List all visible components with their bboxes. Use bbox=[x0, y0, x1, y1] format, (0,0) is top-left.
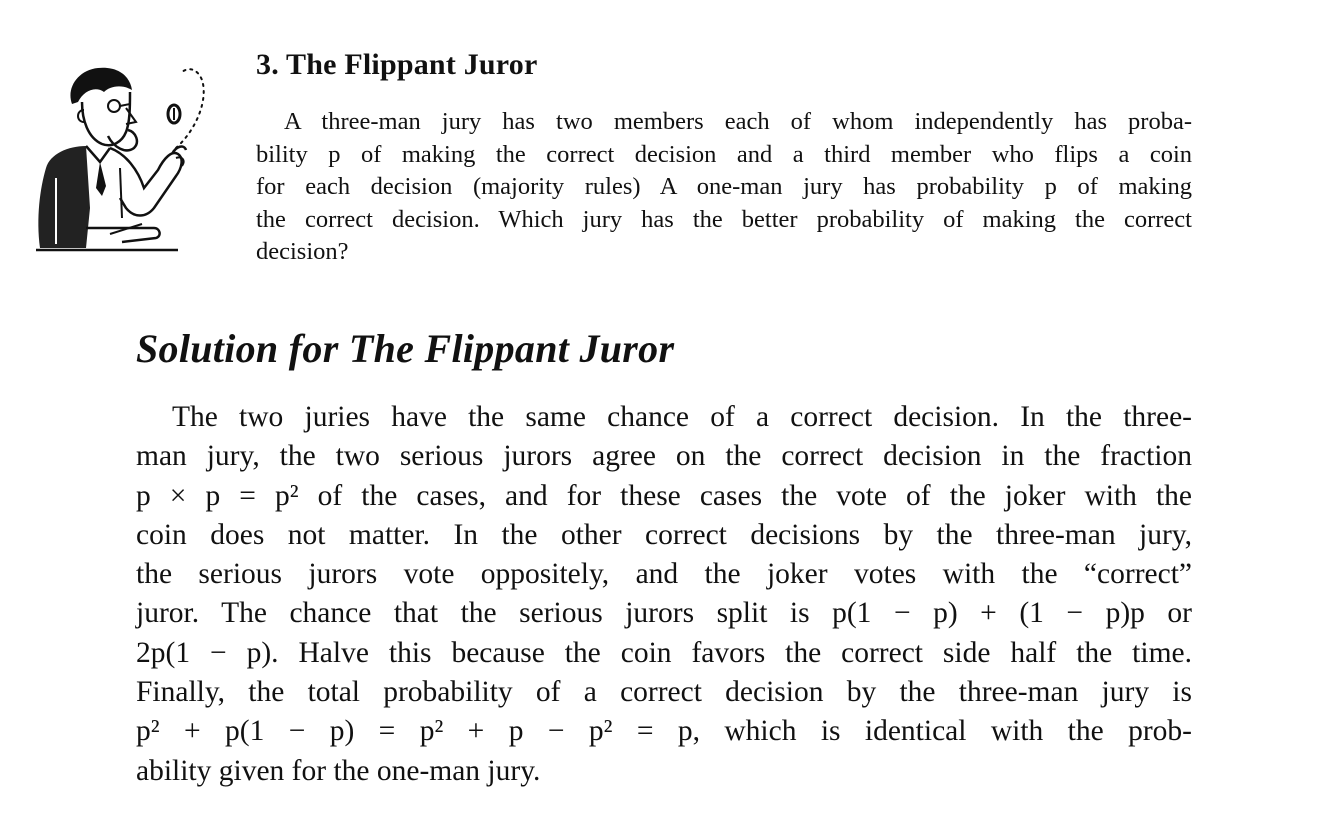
solution-body bbox=[136, 398, 1192, 791]
solution-line: ability given for the one-man jury. bbox=[136, 754, 541, 787]
solution-line: The two juries have the same chance of a correct decision. In the three- bbox=[172, 401, 1192, 433]
solution-line: p × p = p² of the cases, and for these cases the vote of the joker with the bbox=[136, 479, 1192, 512]
solution-line: the serious jurors vote oppositely, and the joker votes with the “correct” bbox=[136, 558, 1192, 591]
problem-title: 3. The Flippant Juror bbox=[256, 48, 538, 81]
problem-line: the correct decision. Which jury has the better probability of making the correct bbox=[256, 205, 1192, 233]
problem-line: decision? bbox=[256, 238, 349, 265]
solution-line: 2p(1 − p). Halve this because the coin favors the correct side half the time. bbox=[136, 636, 1192, 669]
solution-line: coin does not matter. In the other correct decisions by the three-man jury, bbox=[136, 518, 1192, 551]
juror-flipping-coin-icon bbox=[26, 58, 216, 258]
solution-line: Finally, the total probability of a correct decision by the three-man jury is bbox=[136, 676, 1192, 709]
problem-statement bbox=[256, 106, 1192, 269]
solution-title: Solution for The Flippant Juror bbox=[136, 326, 675, 371]
solution-line: juror. The chance that the serious jurors split is p(1 − p) + (1 − p)p or bbox=[136, 597, 1192, 630]
problem-line: for each decision (majority rules) A one-man jury has probability p of making bbox=[256, 173, 1192, 200]
problem-line: bility p of making the correct decision and a third member who flips a coin bbox=[256, 140, 1192, 168]
problem-line: A three-man jury has two members each of whom independently has proba- bbox=[284, 108, 1192, 135]
solution-line: man jury, the two serious jurors agree on the correct decision in the fraction bbox=[136, 440, 1192, 473]
solution-line: p² + p(1 − p) = p² + p − p² = p, which is identical with the prob- bbox=[136, 715, 1192, 748]
